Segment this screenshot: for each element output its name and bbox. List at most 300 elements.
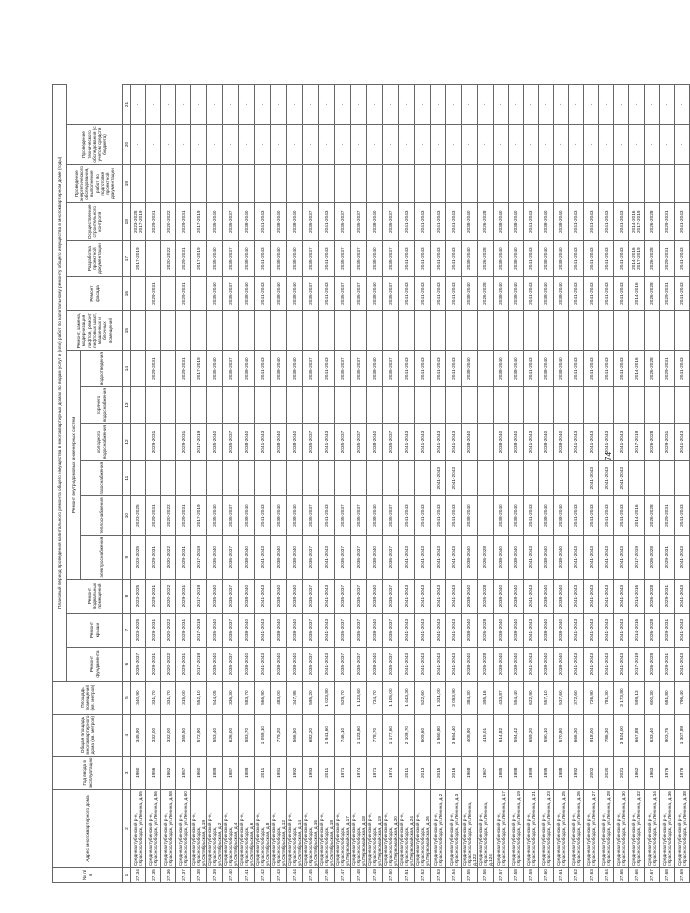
row-licenses: -: [161, 84, 176, 124]
row-foundation: 2035-2037: [383, 647, 399, 681]
row-foundation: 2041-2043: [584, 647, 599, 681]
row-hot-water: [659, 387, 674, 424]
row-roof: 2035-2037: [351, 613, 367, 647]
row-design-docs: 2041-2043: [674, 241, 689, 277]
row-premises-area: 554,40: [508, 681, 523, 714]
row-construction-control: 2026-2028: [644, 203, 659, 241]
row-number: 27.67: [644, 868, 659, 883]
table-row: [477, 84, 493, 882]
row-hot-water: [223, 387, 239, 424]
row-foundation: 2026-2028: [477, 647, 493, 681]
row-technical-survey: -: [446, 124, 461, 164]
row-gas: [523, 460, 538, 496]
row-energy-survey: [319, 164, 335, 202]
row-technical-survey: -: [161, 124, 176, 164]
row-electricity: 2026-2028: [477, 535, 493, 579]
row-electricity: 2038-2040: [493, 535, 508, 579]
row-address: Среднеахтубинский р-н, г.Краснослободск, ул.Первомайская, д.20: [383, 790, 399, 868]
header-cold-water: холодного водоснабжения: [81, 424, 123, 461]
row-technical-survey: -: [629, 124, 644, 164]
row-roof: 2020-2022: [161, 613, 176, 647]
row-heating: 2041-2043: [569, 496, 584, 535]
row-elevators: [446, 311, 461, 351]
row-year: 1960: [191, 756, 207, 789]
row-number: 27.54: [446, 868, 461, 883]
row-year: 1962: [161, 756, 176, 789]
table-row: [239, 84, 255, 882]
row-facade: 2038-2040: [239, 277, 255, 311]
row-gas: [674, 460, 689, 496]
row-energy-survey: [569, 164, 584, 202]
row-elevators: [239, 311, 255, 351]
row-roof: 2017-2019: [191, 613, 207, 647]
row-licenses: -: [569, 84, 584, 124]
row-electricity: 2029-2031: [659, 535, 674, 579]
row-year: 1956: [146, 756, 161, 789]
row-foundation: 2038-2040: [461, 647, 477, 681]
row-basement: 2038-2040: [367, 579, 383, 613]
row-year: 1989: [207, 756, 223, 789]
row-premises-area: 681,80: [659, 681, 674, 714]
row-gas: [287, 460, 303, 496]
row-address: Среднеахтубинский р-н, г.Краснослободск, ул.Октябрьская, д.14: [287, 790, 303, 868]
row-basement: 2038-2040: [538, 579, 553, 613]
row-premises-area: 583,70: [239, 681, 255, 714]
row-gas: [303, 460, 319, 496]
row-drainage: 2038-2040: [508, 351, 523, 387]
row-technical-survey: -: [508, 124, 523, 164]
row-address: Среднеахтубинский р-н, г.Краснослободск, ул.Октябрьская, д.12: [271, 790, 287, 868]
row-total-area: 746,10: [335, 714, 351, 756]
row-hot-water: [367, 387, 383, 424]
row-basement: 2038-2040: [553, 579, 568, 613]
row-elevators: [131, 311, 146, 351]
row-address: Среднеахтубинский р-н, г.Краснослободск, ул.Ленина, д.124: [477, 790, 493, 868]
table-row: [674, 84, 689, 882]
row-roof: 2041-2043: [674, 613, 689, 647]
row-licenses: -: [271, 84, 287, 124]
row-cold-water: [161, 424, 176, 461]
row-electricity: 2035-2037: [223, 535, 239, 579]
row-design-docs: 2017-2019: [191, 241, 207, 277]
row-cold-water: 2041-2043: [614, 424, 629, 461]
row-heating: 2041-2043: [523, 496, 538, 535]
row-drainage: [161, 351, 176, 387]
row-number: 27.41: [239, 868, 255, 883]
row-design-docs: 2041-2043: [599, 241, 614, 277]
row-address: Среднеахтубинский р-н, г.Краснослободск, ул.Ленина, д.34: [644, 790, 659, 868]
row-gas: [415, 460, 431, 496]
row-facade: 2038-2040: [287, 277, 303, 311]
row-basement: 2017-2019: [191, 579, 207, 613]
row-basement: 2029-2031: [659, 579, 674, 613]
row-elevators: [599, 311, 614, 351]
row-hot-water: [523, 387, 538, 424]
row-design-docs: 2041-2043: [523, 241, 538, 277]
row-facade: 2035-2037: [223, 277, 239, 311]
row-number: 27.34: [131, 868, 146, 883]
row-hot-water: [176, 387, 191, 424]
row-foundation: 2041-2043: [431, 647, 446, 681]
header-drainage: водоотведения: [81, 351, 123, 387]
row-premises-area: 1 123,60: [351, 681, 367, 714]
row-address: Среднеахтубинский р-н, г.Краснослободск, ул.Ленина, д.28: [599, 790, 614, 868]
row-heating: 2041-2043: [399, 496, 415, 535]
row-drainage: 2035-2037: [223, 351, 239, 387]
row-construction-control: 2020-2022: [161, 203, 176, 241]
row-total-area: 1 123,60: [351, 714, 367, 756]
row-licenses: -: [191, 84, 207, 124]
row-licenses: -: [146, 84, 161, 124]
row-foundation: 2038-2040: [508, 647, 523, 681]
row-foundation: 2038-2040: [367, 647, 383, 681]
row-foundation: 2038-2040: [271, 647, 287, 681]
row-technical-survey: -: [207, 124, 223, 164]
row-energy-survey: [303, 164, 319, 202]
row-cold-water: 2035-2037: [383, 424, 399, 461]
row-gas: [493, 460, 508, 496]
row-foundation: 2035-2037: [351, 647, 367, 681]
row-licenses: -: [523, 84, 538, 124]
row-heating: 2038-2040: [553, 496, 568, 535]
row-technical-survey: -: [319, 124, 335, 164]
row-elevators: [399, 311, 415, 351]
row-elevators: [614, 311, 629, 351]
row-construction-control: 2029-2031: [659, 203, 674, 241]
row-hot-water: [287, 387, 303, 424]
row-design-docs: 2038-2040: [493, 241, 508, 277]
row-address: Среднеахтубинский р-н, г.Краснослободск, ул.Ленина, д.60: [176, 790, 191, 868]
row-roof: 2038-2040: [239, 613, 255, 647]
row-year: 2015: [431, 756, 446, 789]
row-electricity: 2020-2022: [161, 535, 176, 579]
row-facade: 2026-2028: [477, 277, 493, 311]
row-elevators: [319, 311, 335, 351]
row-cold-water: 2029-2031: [176, 424, 191, 461]
row-heating: 2035-2037: [303, 496, 319, 535]
row-roof: 2035-2037: [335, 613, 351, 647]
row-design-docs: 2035-2037: [303, 241, 319, 277]
table-row: [131, 84, 146, 882]
row-licenses: -: [287, 84, 303, 124]
row-heating: 2041-2043: [599, 496, 614, 535]
row-heating: 2041-2043: [674, 496, 689, 535]
row-facade: 2038-2040: [461, 277, 477, 311]
row-number: 27.42: [255, 868, 271, 883]
row-address: Среднеахтубинский р-н, г.Краснослободск, ул.Ленина, д.36: [659, 790, 674, 868]
row-roof: 2041-2043: [614, 613, 629, 647]
row-heating: 2023-2025: [131, 496, 146, 535]
row-elevators: [461, 311, 477, 351]
row-gas: [239, 460, 255, 496]
row-year: 1991: [271, 756, 287, 789]
row-basement: 2029-2031: [146, 579, 161, 613]
row-construction-control: 2038-2040: [553, 203, 568, 241]
row-electricity: 2041-2043: [446, 535, 461, 579]
row-elevators: [351, 311, 367, 351]
row-energy-survey: [191, 164, 207, 202]
row-gas: 2041-2043: [446, 460, 461, 496]
row-heating: 2041-2043: [431, 496, 446, 535]
row-hot-water: [131, 387, 146, 424]
header-row-1: [53, 84, 67, 882]
row-electricity: 2041-2043: [319, 535, 335, 579]
row-drainage: 2041-2043: [584, 351, 599, 387]
row-foundation: 2035-2037: [223, 647, 239, 681]
row-foundation: 2035-2037: [303, 647, 319, 681]
row-construction-control: 2041-2043: [431, 203, 446, 241]
row-heating: 2038-2040: [461, 496, 477, 535]
row-technical-survey: -: [614, 124, 629, 164]
row-foundation: 2035-2040: [207, 647, 223, 681]
row-year: 1992: [569, 756, 584, 789]
row-gas: [367, 460, 383, 496]
row-gas: [399, 460, 415, 496]
row-premises-area: 600,30: [644, 681, 659, 714]
row-number: 27.48: [351, 868, 367, 883]
row-number: 27.49: [367, 868, 383, 883]
row-roof: 2041-2043: [415, 613, 431, 647]
row-number: 27.45: [303, 868, 319, 883]
row-premises-area: 529,70: [335, 681, 351, 714]
row-elevators: [191, 311, 207, 351]
row-construction-control: 2038-2040: [461, 203, 477, 241]
row-technical-survey: -: [223, 124, 239, 164]
row-roof: 2038-2040: [367, 613, 383, 647]
row-address: Среднеахтубинский р-н, г.Краснослободск, ул.Ленина, д.27: [584, 790, 599, 868]
row-year: 1968: [461, 756, 477, 789]
row-cold-water: [131, 424, 146, 461]
row-drainage: 2038-2040: [239, 351, 255, 387]
row-year: 1999: [523, 756, 538, 789]
row-foundation: 2041-2043: [674, 647, 689, 681]
row-licenses: -: [303, 84, 319, 124]
row-drainage: 2041-2043: [431, 351, 446, 387]
row-total-area: 590,10: [538, 714, 553, 756]
row-construction-control: 2041-2043: [584, 203, 599, 241]
table-row: [431, 84, 446, 882]
row-facade: [161, 277, 176, 311]
row-year: 1967: [477, 756, 493, 789]
row-heating: 2038-2040: [287, 496, 303, 535]
row-basement: 2035-2037: [383, 579, 399, 613]
row-hot-water: [415, 387, 431, 424]
row-drainage: 2041-2043: [319, 351, 335, 387]
row-hot-water: [569, 387, 584, 424]
row-construction-control: 2029-2031: [146, 203, 161, 241]
row-total-area: 1 177,60: [383, 714, 399, 756]
row-design-docs: 2038-2040: [271, 241, 287, 277]
row-address: Среднеахтубинский р-н, г.Краснослободск, ул.Ленина, д.23: [538, 790, 553, 868]
row-construction-control: 2035-2037: [351, 203, 367, 241]
row-heating: 2035-2037: [335, 496, 351, 535]
row-drainage: 2041-2043: [446, 351, 461, 387]
table-body: [131, 84, 690, 882]
row-drainage: [477, 351, 493, 387]
row-drainage: 2029-2031: [176, 351, 191, 387]
row-elevators: [223, 311, 239, 351]
row-elevators: [161, 311, 176, 351]
row-technical-survey: -: [599, 124, 614, 164]
row-heating: 2038-2040: [367, 496, 383, 535]
row-address: Среднеахтубинский р-н, г.Краснослободск, ул.Первомайская, д.17: [335, 790, 351, 868]
row-roof: 2026-2028: [477, 613, 493, 647]
table-row: [367, 84, 383, 882]
row-number: 27.47: [335, 868, 351, 883]
row-roof: 2041-2043: [599, 613, 614, 647]
row-address: Среднеахтубинский р-н, г.Краснослободск, ул.Ленина, д.17: [493, 790, 508, 868]
row-gas: [271, 460, 287, 496]
row-licenses: -: [131, 84, 146, 124]
row-gas: [319, 460, 335, 496]
row-number: 27.36: [161, 868, 176, 883]
table-row: [584, 84, 599, 882]
row-basement: 2041-2043: [523, 579, 538, 613]
row-energy-survey: [161, 164, 176, 202]
row-hot-water: [508, 387, 523, 424]
row-drainage: 2035-2040: [207, 351, 223, 387]
row-foundation: 2041-2043: [319, 647, 335, 681]
row-number: 27.52: [415, 868, 431, 883]
row-energy-survey: [415, 164, 431, 202]
row-year: 1988: [508, 756, 523, 789]
row-design-docs: 2035-2037: [383, 241, 399, 277]
row-year: 1992: [287, 756, 303, 789]
row-foundation: 2038-2040: [553, 647, 568, 681]
row-gas: [569, 460, 584, 496]
row-energy-survey: [431, 164, 446, 202]
row-cold-water: 2038-2040: [493, 424, 508, 461]
row-drainage: 2038-2040: [553, 351, 568, 387]
row-licenses: -: [659, 84, 674, 124]
row-design-docs: 2038-2040: [553, 241, 568, 277]
table-row: [599, 84, 614, 882]
row-drainage: 2041-2043: [599, 351, 614, 387]
row-energy-survey: [335, 164, 351, 202]
header-design-docs: Разработка проектной документации: [67, 241, 123, 277]
row-technical-survey: -: [367, 124, 383, 164]
row-licenses: -: [629, 84, 644, 124]
row-gas: [351, 460, 367, 496]
row-facade: 2026-2028: [644, 277, 659, 311]
row-elevators: [584, 311, 599, 351]
row-elevators: [508, 311, 523, 351]
row-foundation: 2029-2031: [176, 647, 191, 681]
row-year: 1988: [553, 756, 568, 789]
header-electricity: электроснабжения: [81, 535, 123, 579]
row-foundation: 2029-2031: [146, 647, 161, 681]
row-cold-water: 2035-2037: [351, 424, 367, 461]
row-gas: [659, 460, 674, 496]
row-energy-survey: [538, 164, 553, 202]
header-heating: теплоснабжения: [81, 496, 123, 535]
header-foundation: Ремонт фундамента: [67, 647, 123, 681]
row-facade: [191, 277, 207, 311]
row-premises-area: 331,70: [161, 681, 176, 714]
row-energy-survey: [629, 164, 644, 202]
row-roof: 2035-2037: [303, 613, 319, 647]
row-total-area: 566,50: [287, 714, 303, 756]
row-premises-area: 347,95: [287, 681, 303, 714]
row-year: 2002: [584, 756, 599, 789]
row-elevators: [255, 311, 271, 351]
row-facade: [131, 277, 146, 311]
row-technical-survey: -: [303, 124, 319, 164]
row-electricity: 2029-2031: [176, 535, 191, 579]
row-facade: 2035-2040: [207, 277, 223, 311]
row-total-area: 626,00: [223, 714, 239, 756]
row-gas: [508, 460, 523, 496]
header-engineering-group: Ремонт внутридомовых инженерных систем: [67, 351, 81, 579]
row-technical-survey: -: [399, 124, 415, 164]
row-basement: 2041-2043: [415, 579, 431, 613]
row-premises-area: 315,00: [176, 681, 191, 714]
row-total-area: 682,20: [303, 714, 319, 756]
row-cold-water: 2041-2043: [255, 424, 271, 461]
row-heating: 2035-2040: [207, 496, 223, 535]
row-cold-water: 2041-2043: [446, 424, 461, 461]
row-energy-survey: [207, 164, 223, 202]
row-technical-survey: -: [538, 124, 553, 164]
row-heating: 2038-2040: [239, 496, 255, 535]
row-construction-control: 2041-2043: [399, 203, 415, 241]
row-energy-survey: [176, 164, 191, 202]
row-elevators: [431, 311, 446, 351]
row-roof: 2041-2043: [569, 613, 584, 647]
row-drainage: 2041-2043: [255, 351, 271, 387]
row-roof: 2038-2040: [461, 613, 477, 647]
row-energy-survey: [255, 164, 271, 202]
row-year: 1985: [493, 756, 508, 789]
row-total-area: 1 941,60: [319, 714, 335, 756]
row-basement: 2041-2043: [674, 579, 689, 613]
row-address: Среднеахтубинский р-н, г.Краснослободск, ул.Первомайская, д.19: [367, 790, 383, 868]
row-electricity: 2038-2040: [538, 535, 553, 579]
row-foundation: 2041-2043: [614, 647, 629, 681]
row-roof: 2038-2040: [508, 613, 523, 647]
row-electricity: 2041-2043: [415, 535, 431, 579]
row-design-docs: 2038-2040: [287, 241, 303, 277]
row-gas: [538, 460, 553, 496]
row-electricity: 2023-2025: [131, 535, 146, 579]
row-number: 27.35: [146, 868, 161, 883]
row-electricity: 2038-2040: [508, 535, 523, 579]
row-total-area: 1 560,80: [431, 714, 446, 756]
row-number: 27.58: [508, 868, 523, 883]
row-total-area: 609,60: [415, 714, 431, 756]
row-cold-water: 2035-2037: [303, 424, 319, 461]
row-basement: 2038-2040: [271, 579, 287, 613]
row-construction-control: 2041-2043: [319, 203, 335, 241]
row-basement: 2029-2031: [176, 579, 191, 613]
row-year: 1971: [335, 756, 351, 789]
row-elevators: [477, 311, 493, 351]
row-total-area: 3 924,00: [614, 714, 629, 756]
row-number: 27.62: [569, 868, 584, 883]
row-year: 1963: [644, 756, 659, 789]
row-address: Среднеахтубинский р-н, г.Краснослободск, ул.Ленина, д.58: [161, 790, 176, 868]
row-foundation: 2038-2040: [493, 647, 508, 681]
row-facade: 2035-2037: [383, 277, 399, 311]
row-technical-survey: -: [553, 124, 568, 164]
row-design-docs: 2041-2043: [255, 241, 271, 277]
row-hot-water: [493, 387, 508, 424]
row-drainage: 2041-2043: [674, 351, 689, 387]
row-drainage: 2041-2043: [569, 351, 584, 387]
page-number: 74: [604, 452, 613, 461]
row-premises-area: 1 443,30: [399, 681, 415, 714]
header-facade: Ремонт фасада: [67, 277, 123, 311]
